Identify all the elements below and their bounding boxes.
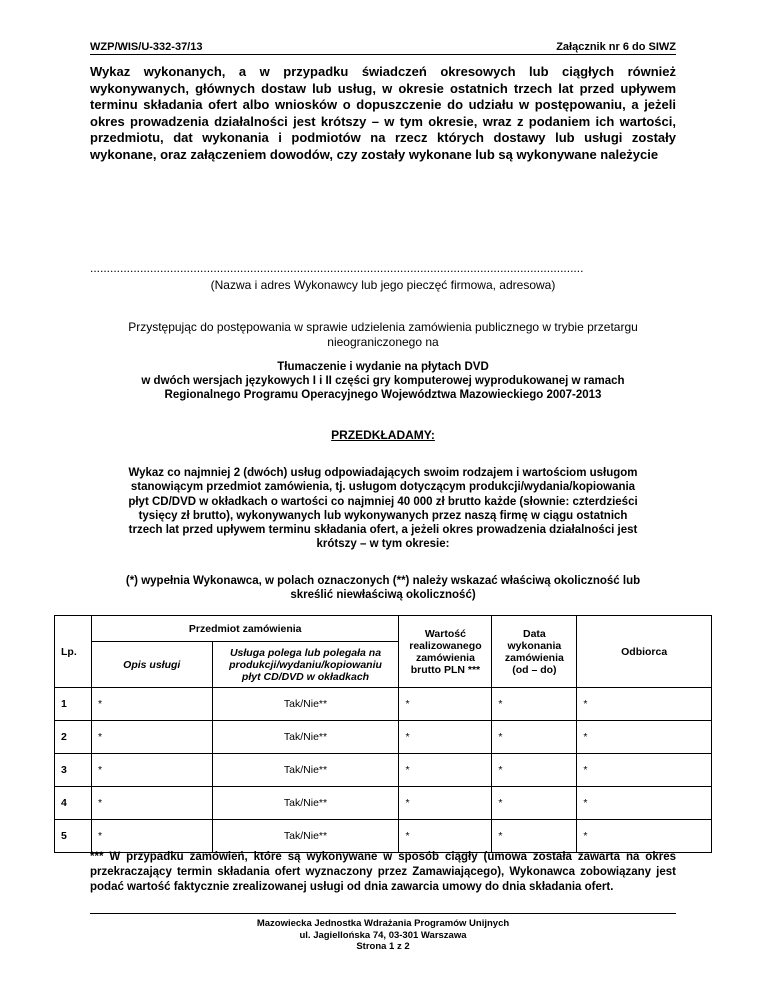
value-cell[interactable]: * [399, 721, 492, 754]
header-date: Data wykonania zamówienia (od – do) [492, 616, 577, 688]
footer-address: ul. Jagiellońska 74, 03-301 Warszawa [299, 929, 467, 941]
service-desc-cell[interactable]: * [91, 721, 212, 754]
date-cell[interactable]: * [492, 688, 577, 721]
date-cell[interactable]: * [492, 721, 577, 754]
service-type-cell[interactable]: Tak/Nie** [212, 721, 399, 754]
procedure-line: Przystępując do postępowania w sprawie udzielenia zamówienia publicznego w trybie przetargu [128, 320, 638, 334]
fill-instruction-line: skreślić niewłaściwą okoliczność) [290, 589, 476, 602]
requirement-text [90, 466, 676, 552]
service-type-cell[interactable]: Tak/Nie** [212, 820, 399, 853]
requirement-line: Wykaz co najmniej 2 (dwóch) usług odpowiadających swoim rodzajem i wartościom usługom [128, 467, 638, 479]
date-cell[interactable]: * [492, 820, 577, 853]
requirement-line: trzech lat przed upływem terminu składania ofert, a jeżeli okres prowadzenia działalności jest [128, 524, 638, 537]
procedure-text [90, 320, 676, 350]
row-number: 4 [55, 787, 92, 820]
contract-subject [90, 360, 676, 402]
footer-organization: Mazowiecka Jednostka Wdrażania Programów Unijnych [256, 918, 510, 929]
attachment-label: Załącznik nr 6 do SIWZ [556, 41, 676, 53]
row-number: 1 [55, 688, 92, 721]
value-cell[interactable]: * [399, 688, 492, 721]
fill-instruction-line: (*) wypełnia Wykonawca, w polach oznaczonych (**) należy wskazać właściwą okoliczność lub [125, 575, 641, 587]
table-row [55, 688, 712, 721]
procedure-line: nieograniczonego na [327, 335, 439, 349]
table-row [55, 820, 712, 853]
service-desc-cell[interactable]: * [91, 754, 212, 787]
row-number: 5 [55, 820, 92, 853]
recipient-cell[interactable]: * [577, 688, 712, 721]
recipient-cell[interactable]: * [577, 754, 712, 787]
header-service-desc: Opis usługi [91, 642, 212, 688]
date-cell[interactable]: * [492, 787, 577, 820]
header-value: Wartość realizowanego zamówienia brutto PLN *** [399, 616, 492, 688]
subject-line: Regionalnego Programu Operacyjnego Województwa Mazowieckiego 2007-2013 [164, 389, 602, 401]
requirement-line: stanowiącym przedmiot zamówienia, tj. usługom dotyczącym produkcji/wydania/kopiowania [130, 481, 636, 494]
requirement-line: płyt CD/DVD w okładkach o wartości co najmniej 40 000 zł brutto każde (słownie: czterdzieści [128, 495, 638, 508]
service-type-cell[interactable]: Tak/Nie** [212, 787, 399, 820]
service-desc-cell[interactable]: * [91, 820, 212, 853]
subject-line: Tłumaczenie i wydanie na płytach DVD [277, 361, 489, 373]
recipient-cell[interactable]: * [577, 787, 712, 820]
table-row [55, 787, 712, 820]
footer-divider [90, 913, 676, 914]
header-lp-label: Lp. [61, 645, 77, 658]
header-divider [90, 54, 676, 55]
subject-line: w dwóch wersjach językowych I i II części gry komputerowej wyprodukowanej w ramach [141, 375, 625, 387]
service-desc-cell[interactable]: * [91, 787, 212, 820]
service-type-cell[interactable]: Tak/Nie** [212, 688, 399, 721]
value-cell[interactable]: * [399, 820, 492, 853]
services-table [54, 615, 712, 853]
reference-number: WZP/WIS/U-332-37/13 [90, 41, 203, 53]
service-type-cell[interactable]: Tak/Nie** [212, 754, 399, 787]
declaration-heading: PRZEDKŁADAMY: [331, 428, 435, 442]
table-row [55, 754, 712, 787]
date-cell[interactable]: * [492, 754, 577, 787]
header-lp [55, 616, 92, 688]
value-cell[interactable]: * [399, 787, 492, 820]
requirement-line: krótszy – w tym okresie: [316, 538, 450, 551]
service-desc-cell[interactable]: * [91, 688, 212, 721]
page-number: Strona 1 z 2 [356, 941, 410, 952]
table-row [55, 721, 712, 754]
contractor-name-line: .................................................................................................................................................... [90, 262, 584, 274]
row-number: 2 [55, 721, 92, 754]
header-subject: Przedmiot zamówienia [91, 616, 399, 642]
header-recipient: Odbiorca [577, 616, 712, 688]
recipient-cell[interactable]: * [577, 721, 712, 754]
intro-title: Wykaz wykonanych, a w przypadku świadczeń okresowych lub ciągłych również wykonywanych, głównych dostaw lub usług, w okresie ostatnich trzech lat przed upływem terminu składania ofert albo wniosków o dopuszczenie do udziału w postępowaniu, a jeżeli okres prowadzenia działalności jest krótszy – w tym okresie, wraz z podaniem ich wartości, przedmiotu, dat wykonania i podmiotów na rzecz których dostawy lub usługi zostały wykonane, oraz załączeniem dowodów, czy zostały wykonane lub są wykonywane należycie [90, 64, 676, 162]
fill-instruction [90, 574, 676, 603]
header-service-type: Usługa polega lub polegała na produkcji/wydaniu/kopiowaniu płyt CD/DVD w okładkach [212, 642, 399, 688]
recipient-cell[interactable]: * [577, 820, 712, 853]
value-footnote: *** W przypadku zamówień, które są wykonywane w sposób ciągły (umowa została zawarta na okres przekraczający termin składania ofert wyznaczony przez Zamawiającego), Wykonawca zobowiązany jest podać wartość faktycznie zrealizowanej usługi od dnia zawarcia umowy do dnia składania ofert. [90, 851, 676, 893]
page-footer [90, 918, 676, 953]
row-number: 3 [55, 754, 92, 787]
value-cell[interactable]: * [399, 754, 492, 787]
page-header [90, 41, 676, 53]
contractor-caption: (Nazwa i adres Wykonawcy lub jego pieczęć firmowa, adresowa) [210, 278, 556, 292]
requirement-line: tysięcy zł brutto), wykonywanych lub wykonywanych przez naszą firmę w ciągu ostatnich [138, 509, 628, 522]
